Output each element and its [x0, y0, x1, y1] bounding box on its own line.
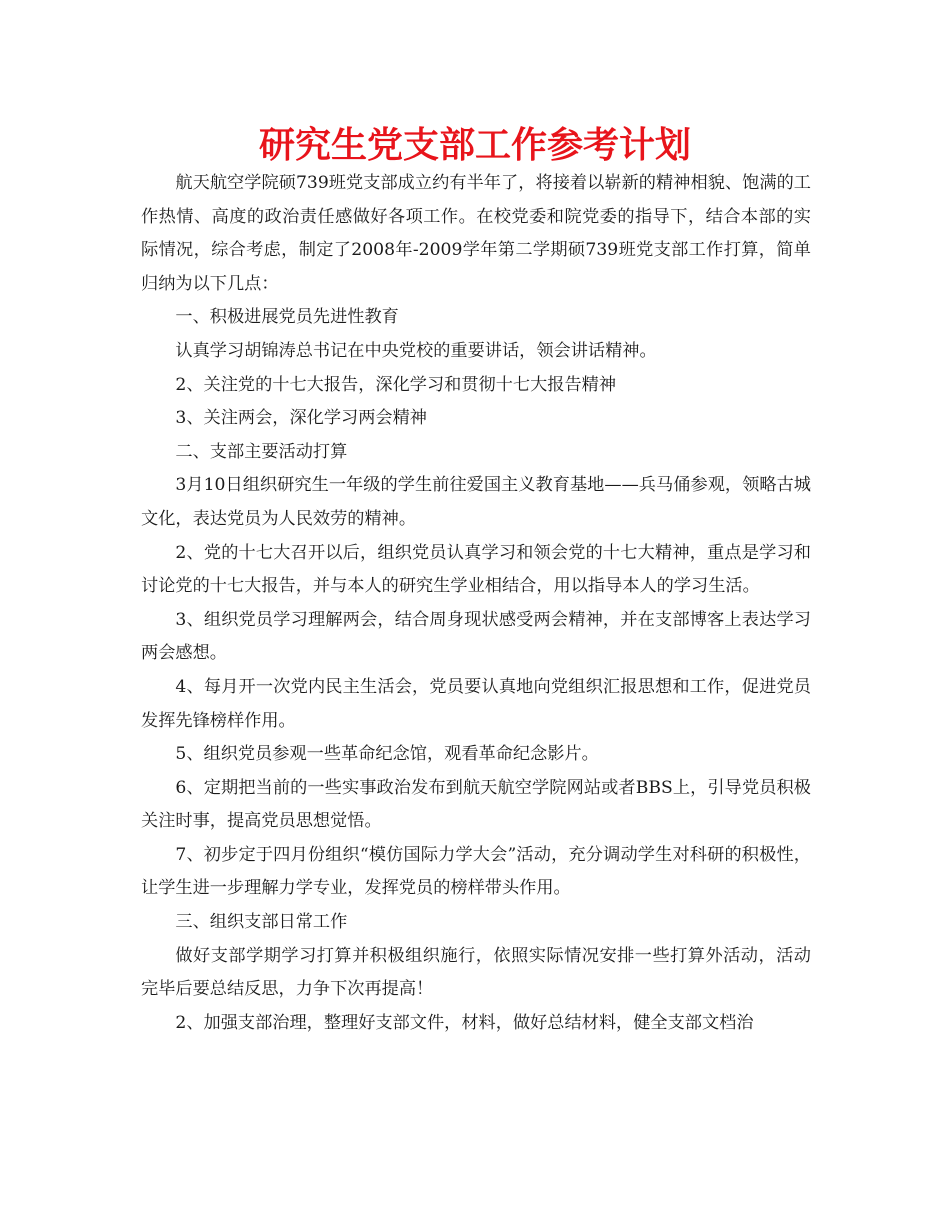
- paragraph: 4、每月开一次党内民主生活会，党员要认真地向党组织汇报思想和工作，促进党员发挥先锋榜样作用。: [141, 676, 811, 731]
- paragraph: 认真学习胡锦涛总书记在中央党校的重要讲话，领会讲话精神。: [175, 340, 657, 361]
- document-body: [141, 167, 811, 1040]
- paragraph: 2、党的十七大召开以后，组织党员认真学习和领会党的十七大精神，重点是学习和讨论党的十七大报告，并与本人的研究生学业相结合，用以指导本人的学习生活。: [141, 542, 811, 597]
- paragraph: 3、组织党员学习理解两会，结合周身现状感受两会精神，并在支部博客上表达学习两会感想。: [141, 609, 811, 664]
- section-heading: 一、积极进展党员先进性教育: [175, 307, 399, 328]
- paragraph: 7、初步定于四月份组织“模仿国际力学大会”活动，充分调动学生对科研的积极性，让学生进一步理解力学专业，发挥党员的榜样带头作用。: [141, 844, 811, 899]
- paragraph: 2、关注党的十七大报告，深化学习和贯彻十七大报告精神: [175, 374, 617, 395]
- paragraph: 6、定期把当前的一些实事政治发布到航天航空学院网站或者BBS上，引导党员积极关注时事，提高党员思想觉悟。: [141, 777, 811, 832]
- paragraph: 5、组织党员参观一些革命纪念馆，观看革命纪念影片。: [175, 744, 599, 765]
- section-heading: 二、支部主要活动打算: [175, 441, 348, 462]
- paragraph: 3月10日组织研究生一年级的学生前往爱国主义教育基地——兵马俑参观，领略古城文化，表达党员为人民效劳的精神。: [141, 475, 811, 529]
- paragraph: 2、加强支部治理，整理好支部文件，材料，做好总结材料，健全支部文档治: [175, 1012, 754, 1033]
- section-heading: 三、组织支部日常工作: [175, 912, 348, 933]
- document-title: 研究生党支部工作参考计划: [258, 125, 691, 166]
- paragraph: 3、关注两会，深化学习两会精神: [175, 408, 427, 429]
- paragraph: 航天航空学院硕739班党支部成立约有半年了，将接着以崭新的精神相貌、饱满的工作热情、高度的政治责任感做好各项工作。在校党委和院党委的指导下，结合本部的实际情况，综合考虑，制定了2008年-2009学年第二学期硕739班党支部工作打算，简单归纳为以下几点：: [141, 173, 811, 294]
- paragraph: 做好支部学期学习打算并积极组织施行，依照实际情况安排一些打算外活动，活动完毕后要总结反思，力争下次再提高！: [141, 945, 811, 1000]
